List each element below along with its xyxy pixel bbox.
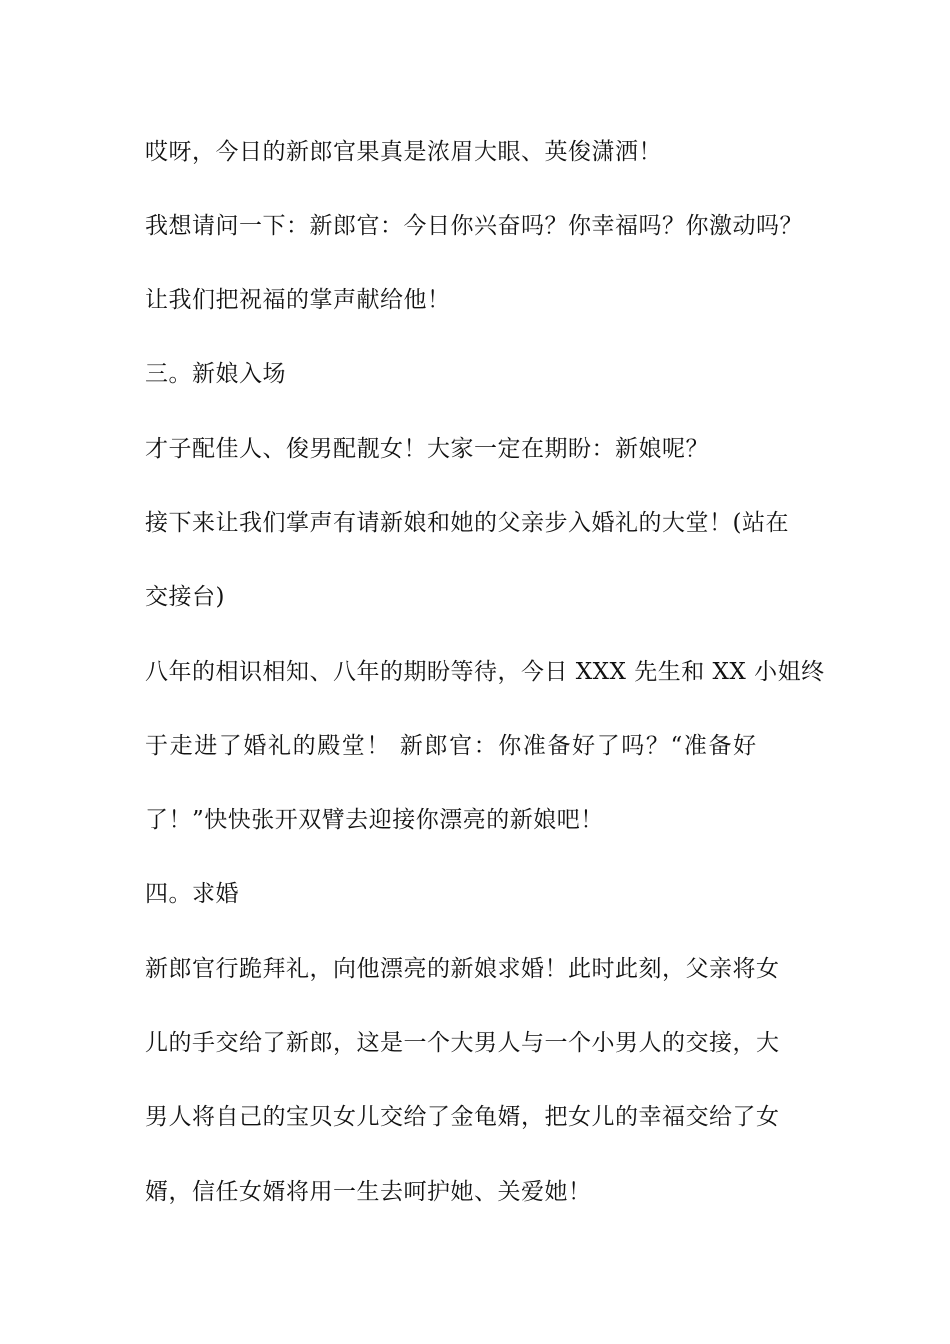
text-line: 婿，信任女婿将用一生去呵护她、关爱她！: [145, 1179, 592, 1205]
text-line: 男人将自己的宝贝女儿交给了金龟婿，把女儿的幸福交给了女: [145, 1104, 780, 1130]
text-line: 了！”快快张开双臂去迎接你漂亮的新娘吧！: [145, 807, 604, 833]
text-line: 才子配佳人、俊男配靓女！大家一定在期盼：新娘呢？: [145, 436, 709, 462]
section-heading: 四。求婚: [145, 881, 239, 907]
text-line: 儿的手交给了新郎，这是一个大男人与一个小男人的交接，大: [145, 1030, 780, 1056]
text-line: 接下来让我们掌声有请新娘和她的父亲步入婚礼的大堂！(站在: [145, 510, 789, 536]
text-line: 于走进了婚礼的殿堂！ 新郎官：你准备好了吗？“准备好: [145, 733, 758, 759]
text-line: 新郎官行跪拜礼，向他漂亮的新娘求婚！此时此刻，父亲将女: [145, 956, 780, 982]
text-line: 哎呀，今日的新郎官果真是浓眉大眼、英俊潇洒！: [145, 139, 662, 165]
text-line: 让我们把祝福的掌声献给他！: [145, 287, 451, 313]
text-line: 八年的相识相知、八年的期盼等待，今日 XXX 先生和 XX 小姐终: [145, 659, 825, 685]
text-line: 交接台): [145, 584, 225, 610]
section-heading: 三。新娘入场: [145, 361, 286, 387]
text-line: 我想请问一下：新郎官：今日你兴奋吗？你幸福吗？你激动吗？: [145, 213, 803, 239]
